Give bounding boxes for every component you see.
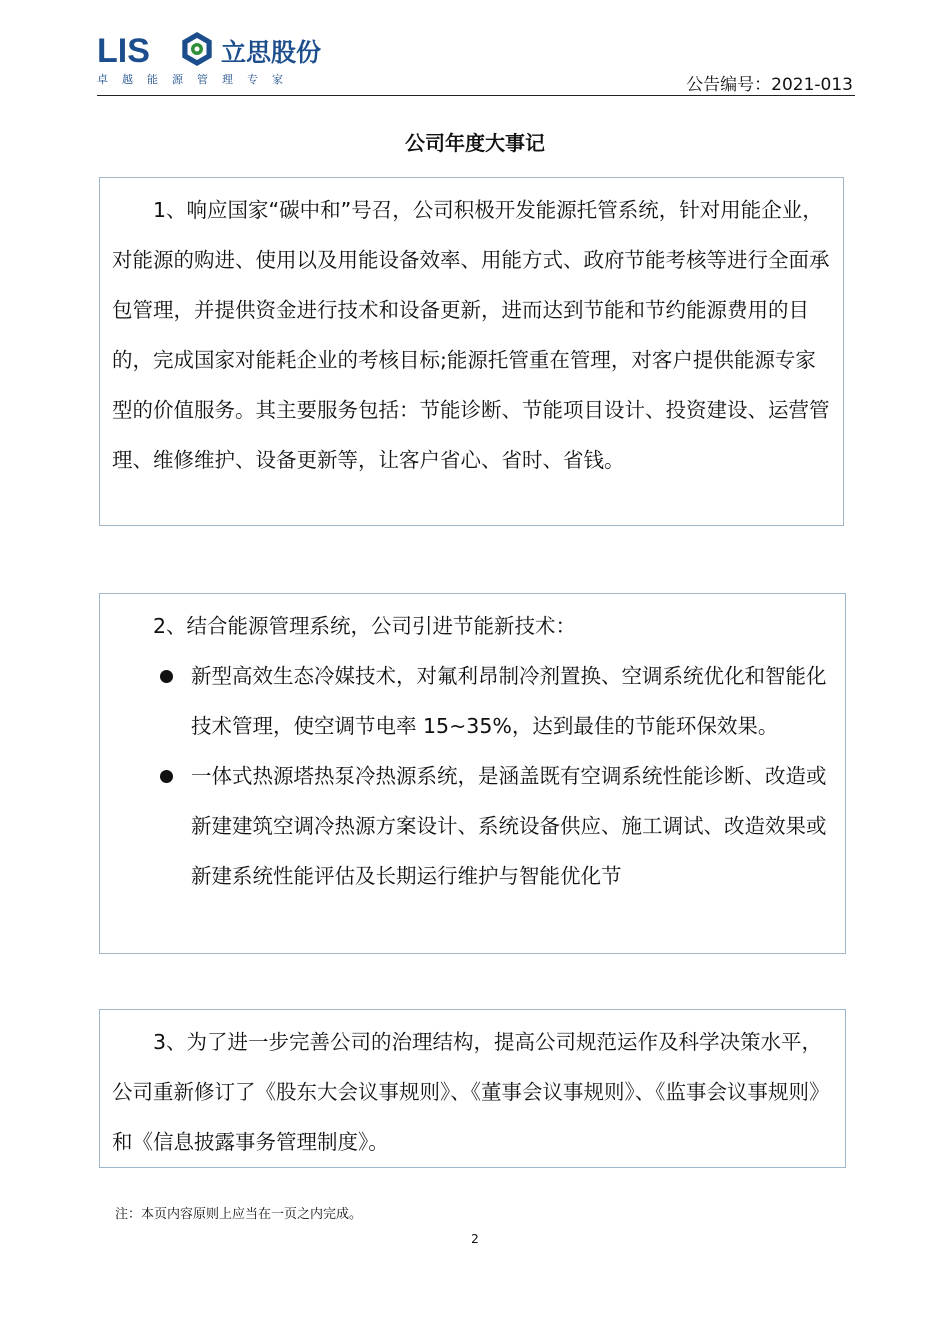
page-number: 2 [471,1232,479,1246]
logo-tagline: 卓越能源管理专家 [97,73,297,86]
event-box-2 [99,593,846,954]
gear-icon [182,32,211,66]
bullet-text: 一体式热源塔热泵冷热源系统，是涵盖既有空调系统性能诊断、改造或新建建筑空调冷热源方案设计、系统设备供应、施工调试、改造效果或新建系统性能评估及长期运行维护与智能优化节 [191,764,827,888]
bullet-text: 新型高效生态冷媒技术，对氟利昂制冷剂置换、空调系统优化和智能化技术管理，使空调节电率 15~35%，达到最佳的节能环保效果。 [191,664,827,738]
bullet-dot-icon [160,670,173,683]
footnote: 注：本页内容原则上应当在一页之内完成。 [115,1207,363,1222]
header-divider [97,95,855,96]
logo-letters: LIS [97,32,150,70]
event-text: 3、为了进一步完善公司的治理结构，提高公司规范运作及科学决策水平，公司重新修订了《股东大会议事规则》、《董事会议事规则》、《监事会议事规则》和《信息披露事务管理制度》。 [112,1030,830,1154]
bullet-dot-icon [160,770,173,783]
event-text: 1、响应国家“碳中和”号召，公司积极开发能源托管系统，针对用能企业，对能源的购进、使用以及用能设备效率、用能方式、政府节能考核等进行全面承包管理，并提供资金进行技术和设备更新，进而达到节能和节约能源费用的目的，完成国家对能耗企业的考核目标;能源托管重在管理，对客户提供能源专家型的价值服务。其主要服务包括：节能诊断、节能项目设计、投资建设、运营管理、维修维护、设备更新等，让客户省心、省时、省钱。 [112,198,830,472]
event-intro: 2、结合能源管理系统，公司引进节能新技术： [153,614,577,638]
page-title: 公司年度大事记 [405,131,545,155]
logo-graphic [97,30,337,70]
notice-number: 公告编号：2021-013 [686,75,853,95]
company-logo [97,30,337,90]
event-box-3 [99,1009,846,1168]
event-box-1 [99,177,844,526]
bullet-item [112,651,833,751]
logo-company-name: 立思股份 [221,38,322,67]
bullet-item [112,751,833,901]
